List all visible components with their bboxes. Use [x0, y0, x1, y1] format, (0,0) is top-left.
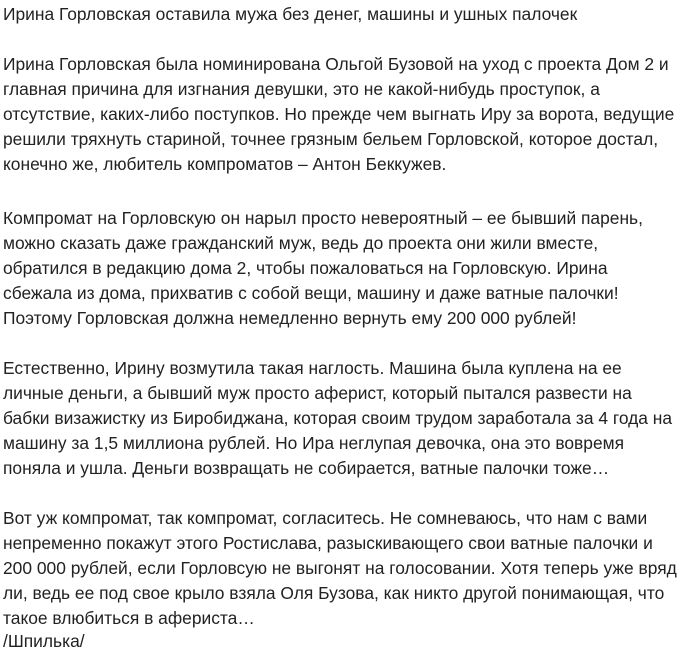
paragraph-line: личные деньги, а бывший муж просто аферист, который пытался развести на [3, 383, 632, 403]
paragraph-3 [3, 356, 672, 481]
paragraph-line: непременно покажут этого Ростислава, разыскивающего свои ватные палочки и [3, 533, 653, 553]
paragraph-line: Поэтому Горловская должна немедленно вернуть ему 200 000 рублей! [3, 308, 577, 328]
paragraph-line: Ирина Горловская была номинирована Ольгой Бузовой на уход с проекта Дом 2 и [3, 54, 669, 74]
paragraph-line: поняла и ушла. Деньги возвращать не собирается, ватные палочки тоже… [3, 458, 610, 478]
article [3, 0, 695, 651]
article-title: Ирина Горловская оставила мужа без денег, машины и ушных палочек [3, 4, 578, 24]
paragraph-line: такое влюбиться в афериста… [3, 608, 255, 628]
paragraph-line: ли, ведь ее под свое крыло взяла Оля Бузова, как никто другой понимающая, что [3, 583, 665, 603]
paragraph-1 [3, 52, 674, 177]
paragraph-2 [3, 206, 643, 331]
paragraph-line: Естественно, Ирину возмутила такая наглость. Машина была куплена на ее [3, 358, 622, 378]
paragraph-line: главная причина для изгнания девушки, это не какой-нибудь проступок, а [3, 79, 600, 99]
paragraph-line: Компромат на Горловскую он нарыл просто невероятный – ее бывший парень, [3, 208, 643, 228]
paragraph-line: отсутствие, каких-либо поступков. Но прежде чем выгнать Иру за ворота, ведущие [3, 104, 675, 124]
paragraph-line: обратился в редакцию дома 2, чтобы пожаловаться на Горловскую. Ирина [3, 258, 608, 278]
paragraph-4 [3, 506, 677, 631]
paragraph-line: 200 000 рублей, если Горловсую не выгонят на голосовании. Хотя теперь уже вряд [3, 558, 677, 578]
paragraph-line: бабки визажистку из Биробиджана, которая своим трудом заработала за 4 года на [3, 408, 673, 428]
paragraph-line: можно сказать даже гражданский муж, ведь до проекта они жили вместе, [3, 233, 599, 253]
paragraph-line: машину за 1,5 миллиона рублей. Но Ира неглупая девочка, она это вовремя [3, 433, 625, 453]
paragraph-line: решили тряхнуть стариной, точнее грязным бельем Горловской, которое достал, [3, 129, 659, 149]
author-signature: /Шпилька/ [3, 631, 85, 651]
paragraph-line: конечно же, любитель компроматов – Антон Беккужев. [3, 154, 447, 174]
paragraph-line: Вот уж компромат, так компромат, согласитесь. Не сомневаюсь, что нам с вами [3, 508, 648, 528]
paragraph-line: сбежала из дома, прихватив с собой вещи, машину и даже ватные палочки! [3, 283, 619, 303]
